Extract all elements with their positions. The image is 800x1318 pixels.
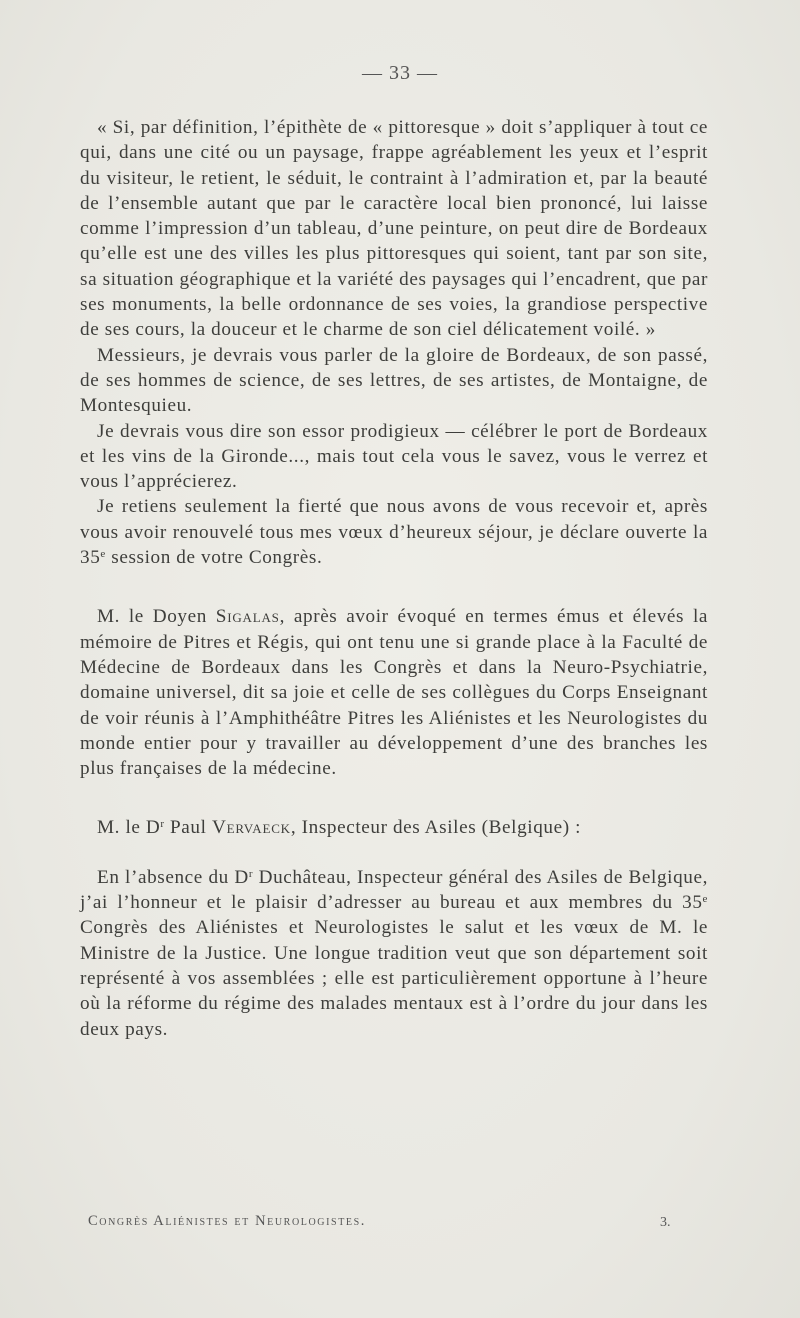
retiens-paragraph [80,494,708,570]
sigalas-prefix: M. le Doyen [97,606,216,628]
vervaeck-prefix-sup: r [160,818,165,831]
vervaeck-role: , Inspecteur des Asiles (Belgique) : [290,817,582,839]
speech-part3: Congrès des Aliénistes et Neurologistes le salut et les vœux de M. le Ministre de la Justice. Une longue tradition veut que son département soit représenté à vos assemblées ; elle est particulièrement opportune à l’heure où la réforme du régime des malades mentaux est à l’ordre du jour dans les deux pays. [80,917,708,1040]
sigalas-name: Sigalas [215,606,280,628]
signature-mark: 3. [660,1215,671,1230]
vervaeck-name: Vervaeck [211,817,291,839]
page-body [80,115,708,1042]
vervaeck-heading [80,815,708,840]
sigalas-paragraph [80,604,708,781]
retiens-text-start: Je retiens seulement la fierté que nous avons de vous recevoir et, après vous avoir renouvelé tous mes vœux d’heureux séjour, je déclare ouverte la 35 [80,496,708,569]
retiens-superscript: e [100,548,106,561]
essor-paragraph: Je devrais vous dire son essor prodigieux — célébrer le port de Bordeaux et les vins de la Gironde..., mais tout cela vous le savez, vous le verrez et vous l’apprécierez. [80,420,708,493]
retiens-text-end: session de votre Congrès. [105,547,323,569]
speech-paragraph [80,865,708,1042]
messieurs-paragraph: Messieurs, je devrais vous parler de la gloire de Bordeaux, de son passé, de ses hommes de science, de ses lettres, de ses artistes, de Montaigne, de Montesquieu. [80,344,708,417]
vervaeck-firstname: Paul [164,817,212,839]
speech-part1: En l’absence du D [97,866,249,888]
vervaeck-prefix: M. le D [97,817,161,839]
page-number: — 33 — [362,62,438,84]
sigalas-text: , après avoir évoqué en termes émus et élevés la mémoire de Pitres et Régis, qui ont tenu une si grande place à la Faculté de Médecine de Bordeaux dans les Congrès et dans la Neuro-Psychiatrie, domaine universel, dit sa joie et celle de ses collègues du Corps Enseignant de voir réunis à l’Amphithéâtre Pitres les Aliénistes et les Neurologistes du monde entier pour y travailler au développement d’une des branches les plus françaises de la médecine. [80,606,708,780]
running-footer: Congrès Aliénistes et Neurologistes. [88,1213,367,1229]
speech-sup1: r [248,867,254,880]
speech-part2: Duchâteau, Inspecteur général des Asiles de Belgique, j’ai l’honneur et le plaisir d’adresser au bureau et aux membres du 35 [80,866,708,914]
speech-sup2: e [702,893,708,906]
quote-paragraph: « Si, par définition, l’épithète de « pittoresque » doit s’appliquer à tout ce qui, dans une cité ou un paysage, frappe agréablement les yeux et l’esprit du visiteur, le retient, le séduit, le contraint à l’admiration et, par la beauté de l’ensemble autant que par le caractère local bien prononcé, lui laisse comme l’impression d’un tableau, d’une peinture, on peut dire de Bordeaux qu’elle est une des villes les plus pittoresques qui soient, tant par son site, sa situation géographique et la variété des paysages qui l’encadrent, que par ses monuments, la belle ordonnance de ses voies, la grandiose perspective de ses cours, la douceur et le charme de son ciel délicatement voilé. » [80,117,708,341]
